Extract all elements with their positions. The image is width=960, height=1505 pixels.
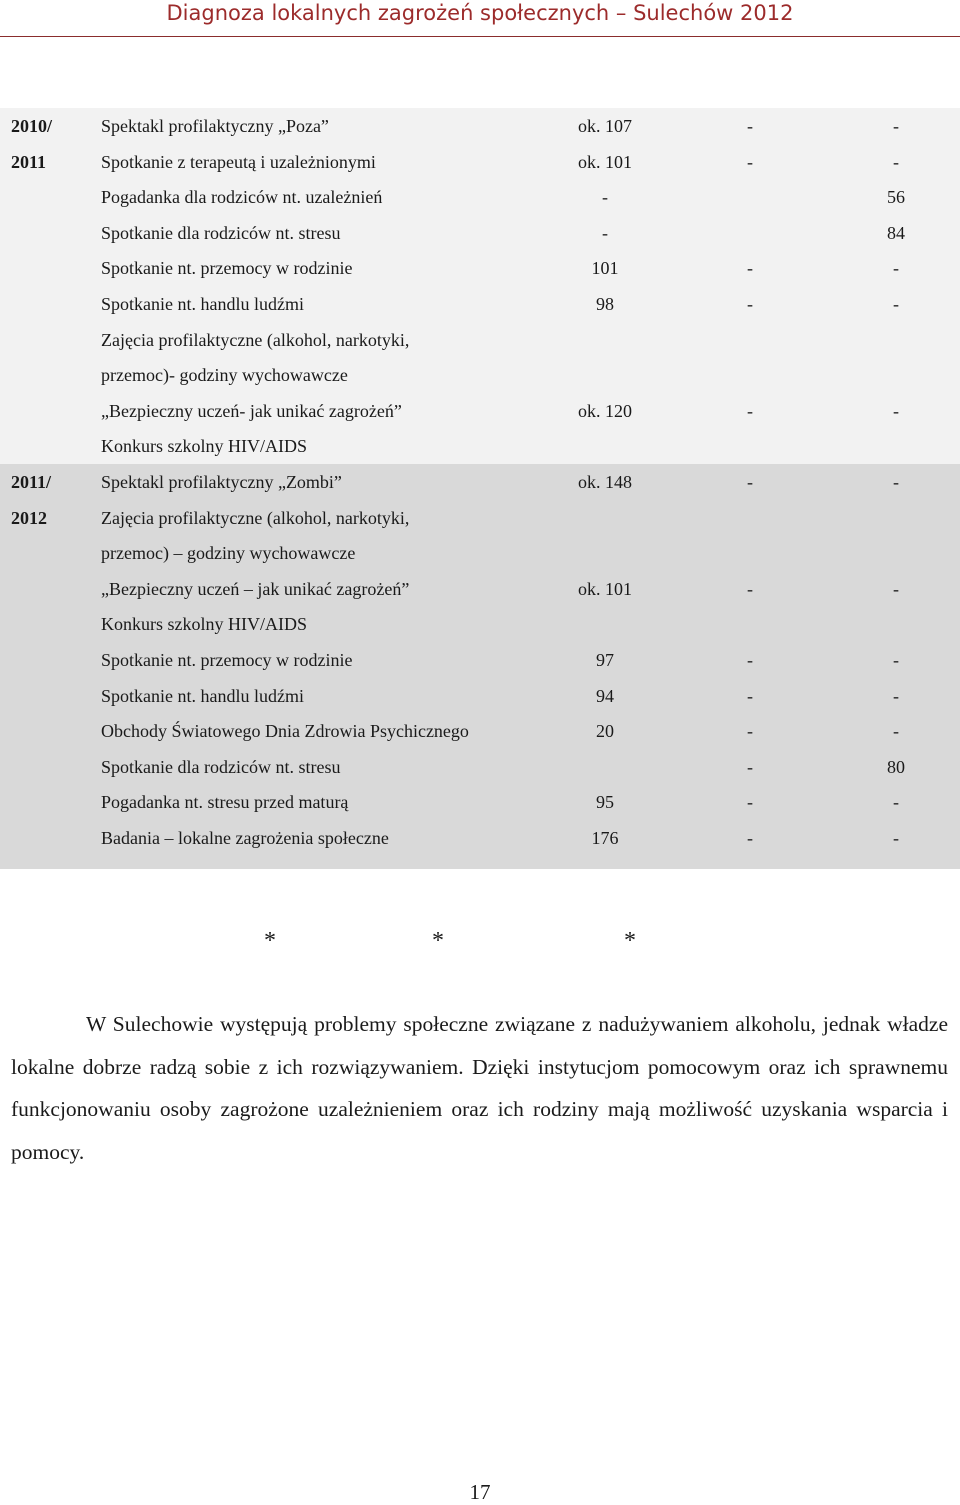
year-cell: 2010/ [11,116,53,136]
participants-cell: ok. 101 [578,578,632,599]
value-cell-2: - [747,827,753,848]
separator-star: * [432,928,444,954]
value-cell-2: - [747,471,753,492]
activity-cell: przemoc) – godziny wychowawcze [101,543,356,564]
value-cell-2: - [747,721,753,742]
activity-cell: Konkurs szkolny HIV/AIDS [101,436,307,457]
table-row [0,357,960,393]
year-cell: 2011/ [11,471,52,492]
year-cell: 2011 [11,151,47,172]
value-cell-3: - [893,578,899,599]
value-cell-3: - [893,685,899,706]
activity-cell: Spotkanie dla rodziców nt. stresu [101,756,341,777]
participants-cell: 95 [596,792,614,813]
summary-paragraph: W Sulechowie występują problemy społeczne związane z nadużywaniem alkoholu, jednak władze lokalne dobrze radzą sobie z ich rozwiązywaniem. Dzięki instytucjom pomocowym oraz ich sprawnemu funkcjonowaniu osoby zagrożone uzależnieniem oraz ich rodziny mają możliwość uzyskania wsparcia i pomocy. [11,1012,948,1164]
table-row [0,571,960,607]
table-row [0,749,960,785]
participants-cell: ok. 107 [578,116,632,136]
page-number: 17 [469,1480,491,1504]
activity-cell: Spektakl profilaktyczny „Poza” [101,116,329,136]
table-row [0,678,960,714]
activity-cell: Spotkanie dla rodziców nt. stresu [101,222,341,243]
activity-cell: Obchody Światowego Dnia Zdrowia Psychicznego [101,721,469,742]
value-cell-3: - [893,116,899,136]
value-cell-2: - [747,116,753,136]
activity-cell: Spotkanie nt. przemocy w rodzinie [101,258,353,279]
table-row [0,250,960,286]
value-cell-2: - [747,578,753,599]
activity-cell: Badania – lokalne zagrożenia społeczne [101,827,389,848]
table-section-2010-2011 [0,108,960,464]
value-cell-3: 80 [887,756,905,777]
participants-cell: - [602,222,608,243]
value-cell-3: - [893,827,899,848]
value-cell-2: - [747,649,753,670]
activity-cell: Konkurs szkolny HIV/AIDS [101,614,307,635]
separator-star: * [264,928,276,954]
table-row [0,215,960,251]
value-cell-3: - [893,471,899,492]
year-cell: 2012 [11,507,47,528]
activity-cell: Spotkanie nt. przemocy w rodzinie [101,649,353,670]
value-cell-3: - [893,721,899,742]
value-cell-3: - [893,151,899,172]
activity-cell: Zajęcia profilaktyczne (alkohol, narkotyki, [101,329,410,350]
participants-cell: 176 [591,827,619,848]
value-cell-3: - [893,258,899,279]
participants-cell: ok. 148 [578,471,632,492]
activity-cell: Zajęcia profilaktyczne (alkohol, narkotyki, [101,507,410,528]
value-cell-3: - [893,649,899,670]
separator-star: * [624,928,636,954]
value-cell-2: - [747,400,753,421]
participants-cell: 94 [596,685,614,706]
activity-cell: Pogadanka dla rodziców nt. uzależnień [101,187,383,208]
activity-cell: Spotkanie nt. handlu ludźmi [101,685,304,706]
value-cell-2: - [747,258,753,279]
table-row [0,606,960,642]
table-section-2011-2012 [0,464,960,870]
activity-cell: przemoc)- godziny wychowawcze [101,365,348,386]
participants-cell: 97 [596,649,614,670]
section-separator [0,928,960,964]
table-row [0,784,960,820]
page-header [0,0,960,37]
participants-cell: 20 [596,721,614,742]
table-row [0,322,960,358]
table-row [0,286,960,322]
value-cell-2: - [747,685,753,706]
value-cell-3: 84 [887,222,905,243]
table-row [0,108,960,144]
value-cell-3: - [893,400,899,421]
activity-cell: Spotkanie z terapeutą i uzależnionymi [101,151,376,172]
table-row [0,500,960,536]
value-cell-2: - [747,792,753,813]
activity-cell: „Bezpieczny uczeń- jak unikać zagrożeń” [101,400,402,421]
value-cell-2: - [747,151,753,172]
table-row [0,393,960,429]
participants-cell: - [602,187,608,208]
participants-cell: ok. 120 [578,400,632,421]
activity-cell: Spektakl profilaktyczny „Zombi” [101,471,342,492]
table-row [0,820,960,856]
table-row [0,535,960,571]
value-cell-3: 56 [887,187,905,208]
value-cell-2: - [747,756,753,777]
activity-cell: Pogadanka nt. stresu przed maturą [101,792,349,813]
table-row [0,144,960,180]
table-row [0,464,960,500]
table-row [0,642,960,678]
header-title: Diagnoza lokalnych zagrożeń społecznych – Sulechów 2012 [166,1,794,25]
table-row [0,713,960,749]
table-row [0,179,960,215]
value-cell-3: - [893,792,899,813]
activity-cell: „Bezpieczny uczeń – jak unikać zagrożeń” [101,578,410,599]
table-row [0,428,960,464]
participants-cell: 101 [591,258,619,279]
participants-cell: 98 [596,293,614,314]
activities-table [0,108,960,869]
activity-cell: Spotkanie nt. handlu ludźmi [101,293,304,314]
value-cell-3: - [893,293,899,314]
value-cell-2: - [747,293,753,314]
participants-cell: ok. 101 [578,151,632,172]
